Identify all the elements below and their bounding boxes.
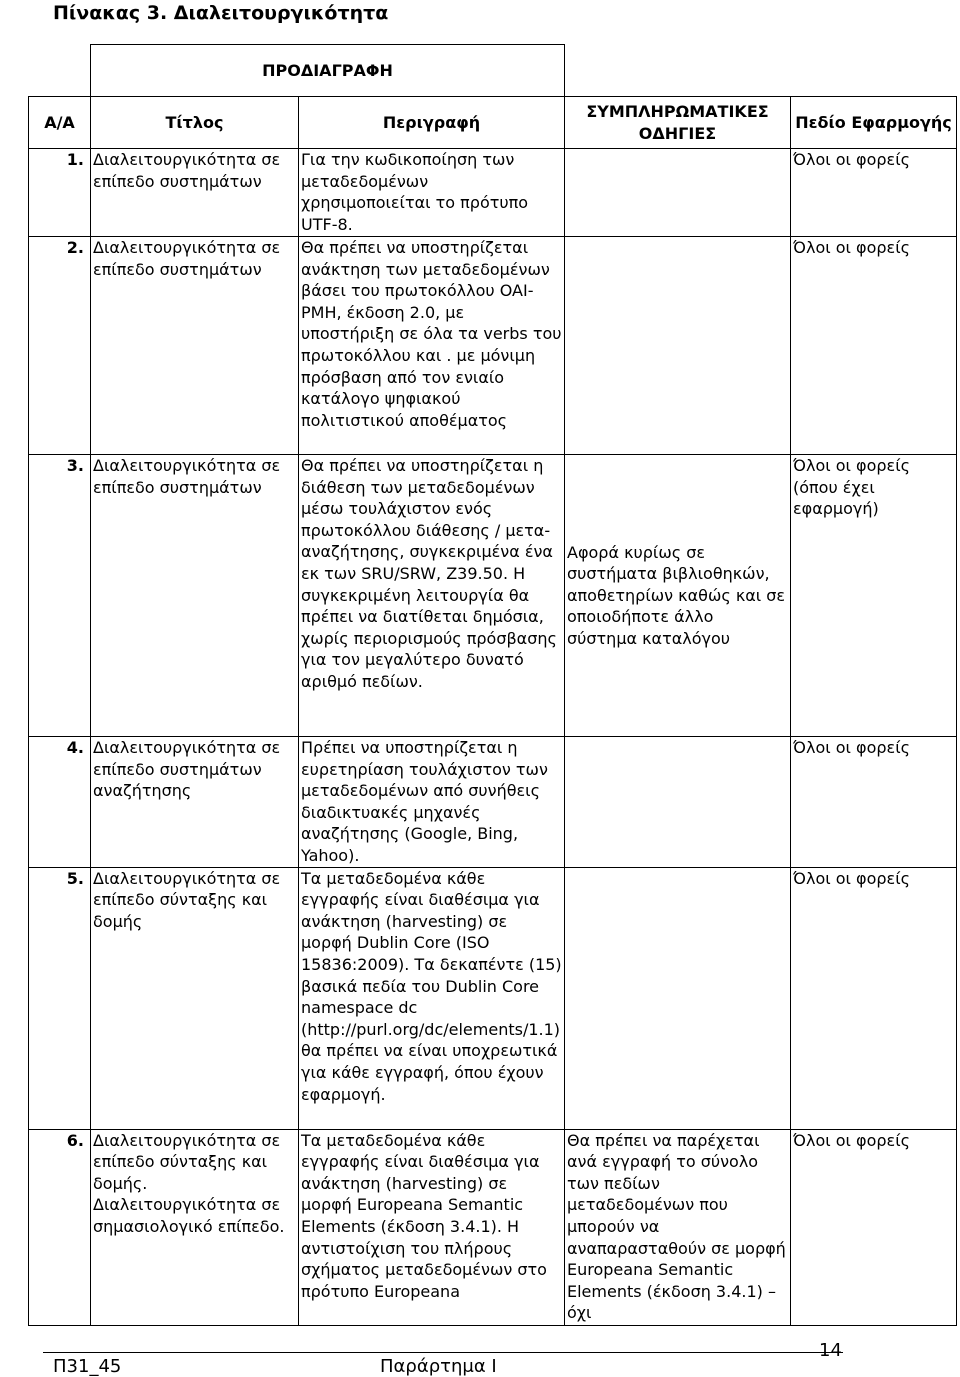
row-title: Διαλειτουργικότητα σε επίπεδο συστημάτων bbox=[91, 149, 299, 237]
col-header-notes: ΣΥΜΠΛΗΡΩΜΑΤΙΚΕΣ ΟΔΗΓΙΕΣ bbox=[565, 97, 791, 149]
row-number: 5. bbox=[29, 867, 91, 1129]
row-description: Τα μεταδεδομένα κάθε εγγραφής είναι διαθέσιμα για ανάκτηση (harvesting) σε μορφή Dublin Core (ISO 15836:2009). Τα δεκαπέντε (15) βασικά πεδία του Dublin Core namespace dc (http://purl.org/dc/elements/1.1) θα πρέπει να είναι υποχρεωτικά για κάθε εγγραφή, όπου έχουν εφαρμογή. bbox=[299, 867, 565, 1129]
spec-header: ΠΡΟΔΙΑΓΡΑΦΗ bbox=[91, 45, 565, 97]
row-description: Πρέπει να υποστηρίζεται η ευρετηρίαση τουλάχιστον των μεταδεδομένων από συνήθεις διαδικτυακές μηχανές αναζήτησης (Google, Bing, Yahoo). bbox=[299, 737, 565, 868]
table-row bbox=[29, 149, 957, 237]
row-number: 3. bbox=[29, 455, 91, 737]
col-header-scope: Πεδίο Εφαρμογής bbox=[791, 97, 957, 149]
row-title: Διαλειτουργικότητα σε επίπεδο συστημάτων αναζήτησης bbox=[91, 737, 299, 868]
row-notes bbox=[565, 867, 791, 1129]
row-notes: Αφορά κυρίως σε συστήματα βιβλιοθηκών, αποθετηρίων καθώς και σε οποιοδήποτε άλλο σύστημα καταλόγου bbox=[565, 455, 791, 737]
footer-page-number: 14 bbox=[819, 1340, 842, 1361]
col-header-title: Τίτλος bbox=[91, 97, 299, 149]
row-scope: Όλοι οι φορείς bbox=[791, 149, 957, 237]
table-row bbox=[29, 737, 957, 868]
row-notes bbox=[565, 149, 791, 237]
row-number: 1. bbox=[29, 149, 91, 237]
column-header-row bbox=[29, 97, 957, 149]
row-number: 4. bbox=[29, 737, 91, 868]
footer-annex: Παράρτημα Ι bbox=[380, 1356, 497, 1377]
page-title: Πίνακας 3. Διαλειτουργικότητα bbox=[53, 2, 389, 24]
row-title: Διαλειτουργικότητα σε επίπεδο σύνταξης και δομής. Διαλειτουργικότητα σε σημασιολογικό επίπεδο. bbox=[91, 1129, 299, 1325]
row-description: Τα μεταδεδομένα κάθε εγγραφής είναι διαθέσιμα για ανάκτηση (harvesting) σε μορφή Europeana Semantic Elements (έκδοση 3.4.1). Η αντιστοίχιση του πλήρους σχήματος μεταδεδομένων στο πρότυπο Europeana bbox=[299, 1129, 565, 1325]
row-scope: Όλοι οι φορείς bbox=[791, 867, 957, 1129]
row-notes bbox=[565, 237, 791, 455]
row-scope: Όλοι οι φορείς bbox=[791, 737, 957, 868]
row-scope: Όλοι οι φορείς bbox=[791, 237, 957, 455]
col-header-description: Περιγραφή bbox=[299, 97, 565, 149]
row-description: Θα πρέπει να υποστηρίζεται η διάθεση των μεταδεδομένων μέσω τουλάχιστον ενός πρωτοκόλλου διάθεσης / μετα-αναζήτησης, συγκεκριμένα ένα εκ των SRU/SRW, Z39.50. Η συγκεκριμένη λειτουργία θα πρέπει να διατίθεται δημόσια, χωρίς περιορισμούς πρόσβασης για τον μεγαλύτερο δυνατό αριθμό πεδίων. bbox=[299, 455, 565, 737]
page-footer bbox=[43, 1340, 843, 1377]
row-description: Θα πρέπει να υποστηρίζεται ανάκτηση των μεταδεδομένων βάσει του πρωτοκόλλου OAI-PMH, έκδοση 2.0, με υποστήριξη σε όλα τα verbs του πρωτοκόλλου και . με μόνιμη πρόσβαση από τον ενιαίο κατάλογο ψηφιακού πολιτιστικού αποθέματος bbox=[299, 237, 565, 455]
row-description: Για την κωδικοποίηση των μεταδεδομένων χρησιμοποιείται το πρότυπο UTF-8. bbox=[299, 149, 565, 237]
row-title: Διαλειτουργικότητα σε επίπεδο συστημάτων bbox=[91, 237, 299, 455]
row-notes: Θα πρέπει να παρέχεται ανά εγγραφή το σύνολο των πεδίων μεταδεδομένων που μπορούν να αναπαρασταθούν σε μορφή Europeana Semantic Elements (έκδοση 3.4.1) – όχι bbox=[565, 1129, 791, 1325]
row-scope: Όλοι οι φορείς (όπου έχει εφαρμογή) bbox=[791, 455, 957, 737]
col-header-aa: Α/Α bbox=[29, 97, 91, 149]
table-row bbox=[29, 867, 957, 1129]
table-row bbox=[29, 455, 957, 737]
row-scope: Όλοι οι φορείς bbox=[791, 1129, 957, 1325]
row-title: Διαλειτουργικότητα σε επίπεδο συστημάτων bbox=[91, 455, 299, 737]
spec-header-row bbox=[29, 45, 957, 97]
table-row bbox=[29, 1129, 957, 1325]
row-number: 2. bbox=[29, 237, 91, 455]
row-number: 6. bbox=[29, 1129, 91, 1325]
row-title: Διαλειτουργικότητα σε επίπεδο σύνταξης και δομής bbox=[91, 867, 299, 1129]
row-notes bbox=[565, 737, 791, 868]
footer-doc-code: Π31_45 bbox=[53, 1356, 122, 1377]
interoperability-table bbox=[28, 44, 957, 1326]
table-row bbox=[29, 237, 957, 455]
